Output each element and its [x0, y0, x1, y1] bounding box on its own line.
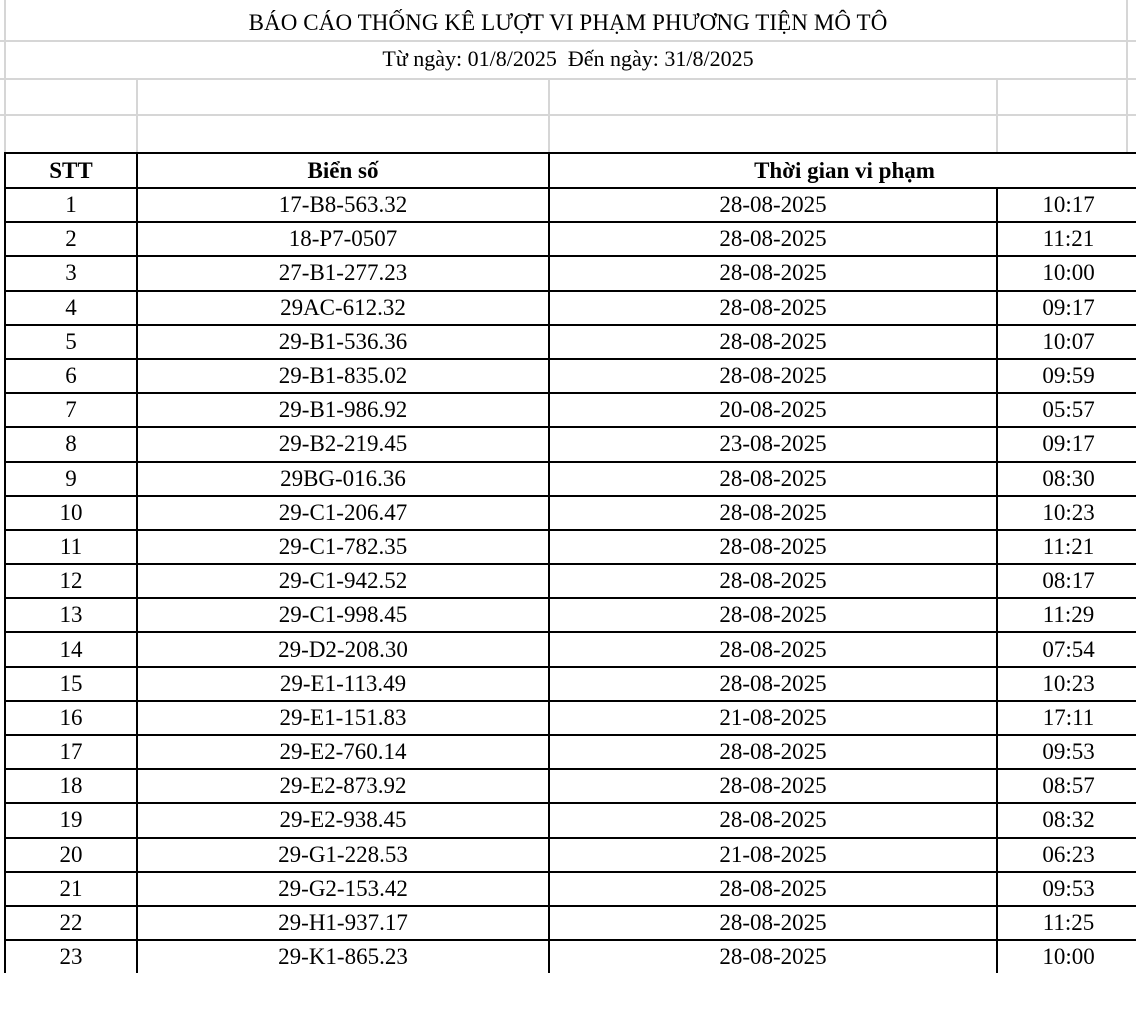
- cell-stt[interactable]: 6: [5, 359, 137, 393]
- cell-plate[interactable]: 17-B8-563.32: [137, 188, 549, 222]
- cell-date[interactable]: 28-08-2025: [549, 667, 997, 701]
- cell-stt[interactable]: 23: [5, 940, 137, 973]
- cell-time[interactable]: 08:32: [997, 803, 1136, 837]
- cell-plate[interactable]: 29-K1-865.23: [137, 940, 549, 973]
- cell-date[interactable]: 28-08-2025: [549, 940, 997, 973]
- table-row: [5, 667, 1136, 701]
- header-stt[interactable]: STT: [5, 153, 137, 188]
- cell-stt[interactable]: 7: [5, 393, 137, 427]
- cell-date[interactable]: 28-08-2025: [549, 462, 997, 496]
- cell-stt[interactable]: 18: [5, 769, 137, 803]
- cell-stt[interactable]: 3: [5, 256, 137, 290]
- cell-date[interactable]: 28-08-2025: [549, 530, 997, 564]
- cell-time[interactable]: 08:57: [997, 769, 1136, 803]
- cell-stt[interactable]: 21: [5, 872, 137, 906]
- header-plate[interactable]: Biển số: [137, 153, 549, 188]
- table-row: [5, 427, 1136, 461]
- cell-plate[interactable]: 29-B1-536.36: [137, 325, 549, 359]
- cell-plate[interactable]: 29-E2-760.14: [137, 735, 549, 769]
- table-row: [5, 530, 1136, 564]
- cell-time[interactable]: 10:23: [997, 667, 1136, 701]
- cell-plate[interactable]: 29-C1-782.35: [137, 530, 549, 564]
- cell-stt[interactable]: 15: [5, 667, 137, 701]
- cell-date[interactable]: 28-08-2025: [549, 359, 997, 393]
- cell-time[interactable]: 09:17: [997, 291, 1136, 325]
- cell-plate[interactable]: 29-B1-986.92: [137, 393, 549, 427]
- cell-stt[interactable]: 17: [5, 735, 137, 769]
- cell-plate[interactable]: 29-H1-937.17: [137, 906, 549, 940]
- table-row: [5, 564, 1136, 598]
- table-row: [5, 496, 1136, 530]
- table-row: [5, 188, 1136, 222]
- table-row: [5, 803, 1136, 837]
- gridline: [0, 114, 1136, 116]
- cell-stt[interactable]: 5: [5, 325, 137, 359]
- violation-table: [4, 152, 1136, 973]
- cell-stt[interactable]: 13: [5, 598, 137, 632]
- cell-plate[interactable]: 29-D2-208.30: [137, 632, 549, 666]
- cell-date[interactable]: 28-08-2025: [549, 496, 997, 530]
- cell-stt[interactable]: 4: [5, 291, 137, 325]
- table-row: [5, 838, 1136, 872]
- cell-time[interactable]: 10:17: [997, 188, 1136, 222]
- cell-time[interactable]: 11:21: [997, 222, 1136, 256]
- cell-time[interactable]: 17:11: [997, 701, 1136, 735]
- table-row: [5, 462, 1136, 496]
- cell-date[interactable]: 28-08-2025: [549, 222, 997, 256]
- cell-time[interactable]: 08:30: [997, 462, 1136, 496]
- cell-plate[interactable]: 29-C1-998.45: [137, 598, 549, 632]
- cell-time[interactable]: 06:23: [997, 838, 1136, 872]
- cell-date[interactable]: 28-08-2025: [549, 632, 997, 666]
- cell-plate[interactable]: 27-B1-277.23: [137, 256, 549, 290]
- cell-plate[interactable]: 29-E2-873.92: [137, 769, 549, 803]
- report-header-area: [0, 0, 1136, 152]
- table-row: [5, 256, 1136, 290]
- cell-stt[interactable]: 14: [5, 632, 137, 666]
- table-row: [5, 632, 1136, 666]
- cell-plate[interactable]: 29BG-016.36: [137, 462, 549, 496]
- cell-stt[interactable]: 19: [5, 803, 137, 837]
- table-row: [5, 393, 1136, 427]
- cell-date[interactable]: 28-08-2025: [549, 188, 997, 222]
- table-row: [5, 325, 1136, 359]
- cell-stt[interactable]: 20: [5, 838, 137, 872]
- cell-plate[interactable]: 29-E1-113.49: [137, 667, 549, 701]
- table-header-row: [5, 153, 1136, 188]
- cell-time[interactable]: 05:57: [997, 393, 1136, 427]
- table-row: [5, 222, 1136, 256]
- cell-date[interactable]: 28-08-2025: [549, 325, 997, 359]
- cell-date[interactable]: 28-08-2025: [549, 291, 997, 325]
- table-row: [5, 906, 1136, 940]
- cell-date[interactable]: 21-08-2025: [549, 701, 997, 735]
- report-date-range: Từ ngày: 01/8/2025 Đến ngày: 31/8/2025: [382, 46, 754, 71]
- cell-plate[interactable]: 18-P7-0507: [137, 222, 549, 256]
- cell-stt[interactable]: 8: [5, 427, 137, 461]
- cell-time[interactable]: 11:29: [997, 598, 1136, 632]
- cell-time[interactable]: 10:00: [997, 256, 1136, 290]
- cell-time[interactable]: 09:53: [997, 735, 1136, 769]
- cell-time[interactable]: 09:17: [997, 427, 1136, 461]
- cell-plate[interactable]: 29-G1-228.53: [137, 838, 549, 872]
- cell-date[interactable]: 20-08-2025: [549, 393, 997, 427]
- cell-time[interactable]: 08:17: [997, 564, 1136, 598]
- cell-time[interactable]: 09:59: [997, 359, 1136, 393]
- cell-time[interactable]: 09:53: [997, 872, 1136, 906]
- gridline: [548, 80, 550, 152]
- cell-stt[interactable]: 9: [5, 462, 137, 496]
- cell-date[interactable]: 28-08-2025: [549, 735, 997, 769]
- cell-time[interactable]: 07:54: [997, 632, 1136, 666]
- gridline: [136, 80, 138, 152]
- cell-stt[interactable]: 12: [5, 564, 137, 598]
- table-row: [5, 769, 1136, 803]
- table-row: [5, 701, 1136, 735]
- cell-plate[interactable]: 29-C1-206.47: [137, 496, 549, 530]
- table-row: [5, 872, 1136, 906]
- cell-time[interactable]: 10:23: [997, 496, 1136, 530]
- cell-stt[interactable]: 2: [5, 222, 137, 256]
- cell-stt[interactable]: 22: [5, 906, 137, 940]
- table-row: [5, 359, 1136, 393]
- cell-stt[interactable]: 10: [5, 496, 137, 530]
- table-row: [5, 291, 1136, 325]
- cell-plate[interactable]: 29-C1-942.52: [137, 564, 549, 598]
- cell-date[interactable]: 23-08-2025: [549, 427, 997, 461]
- cell-date[interactable]: 28-08-2025: [549, 803, 997, 837]
- cell-time[interactable]: 11:25: [997, 906, 1136, 940]
- cell-stt[interactable]: 11: [5, 530, 137, 564]
- table-row: [5, 735, 1136, 769]
- cell-time[interactable]: 10:00: [997, 940, 1136, 973]
- cell-time[interactable]: 11:21: [997, 530, 1136, 564]
- cell-plate[interactable]: 29-E1-151.83: [137, 701, 549, 735]
- header-violation-time[interactable]: Thời gian vi phạm: [549, 153, 1136, 188]
- cell-time[interactable]: 10:07: [997, 325, 1136, 359]
- gridline: [996, 80, 998, 152]
- cell-plate[interactable]: 29AC-612.32: [137, 291, 549, 325]
- cell-plate[interactable]: 29-B2-219.45: [137, 427, 549, 461]
- cell-date[interactable]: 28-08-2025: [549, 256, 997, 290]
- cell-date[interactable]: 21-08-2025: [549, 838, 997, 872]
- cell-plate[interactable]: 29-E2-938.45: [137, 803, 549, 837]
- cell-stt[interactable]: 16: [5, 701, 137, 735]
- cell-date[interactable]: 28-08-2025: [549, 769, 997, 803]
- cell-date[interactable]: 28-08-2025: [549, 906, 997, 940]
- cell-plate[interactable]: 29-G2-153.42: [137, 872, 549, 906]
- gridline: [0, 78, 1136, 80]
- cell-date[interactable]: 28-08-2025: [549, 564, 997, 598]
- table-row: [5, 940, 1136, 973]
- cell-date[interactable]: 28-08-2025: [549, 598, 997, 632]
- cell-plate[interactable]: 29-B1-835.02: [137, 359, 549, 393]
- table-row: [5, 598, 1136, 632]
- cell-stt[interactable]: 1: [5, 188, 137, 222]
- cell-date[interactable]: 28-08-2025: [549, 872, 997, 906]
- report-title: BÁO CÁO THỐNG KÊ LƯỢT VI PHẠM PHƯƠNG TIỆN MÔ TÔ: [248, 10, 888, 35]
